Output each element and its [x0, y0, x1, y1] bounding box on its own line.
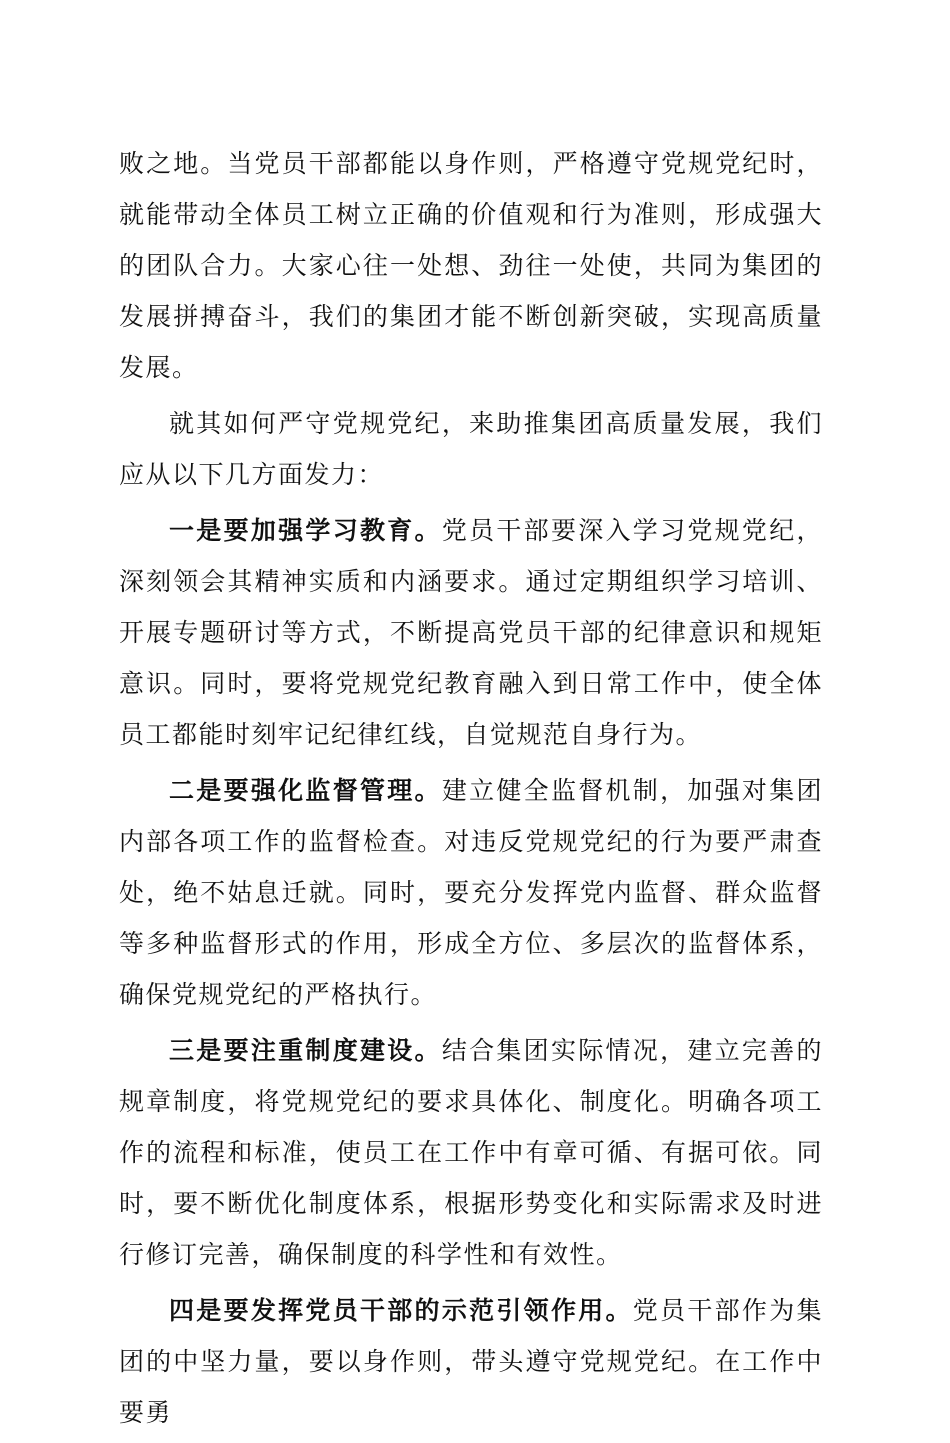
paragraph-point-one — [119, 505, 823, 760]
paragraph-heading: 四是要发挥党员干部的示范引领作用。 — [169, 1296, 633, 1325]
paragraph-text: 结合集团实际情况，建立完善的规章制度，将党规党纪的要求具体化、制度化。明确各项工作的流程和标准，使员工在工作中有章可循、有据可依。同时，要不断优化制度体系，根据形势变化和实际需求及时进行修订完善，确保制度的科学性和有效性。 — [119, 1036, 823, 1269]
paragraph-point-four — [119, 1285, 823, 1438]
document-body — [119, 138, 823, 1443]
paragraph-text: 党员干部要深入学习党规党纪，深刻领会其精神实质和内涵要求。通过定期组织学习培训、开展专题研讨等方式，不断提高党员干部的纪律意识和规矩意识。同时，要将党规党纪教育融入到日常工作中，使全体员工都能时刻牢记纪律红线，自觉规范自身行为。 — [119, 516, 823, 749]
paragraph-text: 就其如何严守党规党纪，来助推集团高质量发展，我们应从以下几方面发力： — [119, 409, 823, 489]
paragraph-point-two — [119, 765, 823, 1020]
paragraph-heading: 三是要注重制度建设。 — [169, 1036, 442, 1065]
paragraph-heading: 一是要加强学习教育。 — [169, 516, 442, 545]
paragraph-continuation — [119, 138, 823, 393]
paragraph-intro — [119, 398, 823, 500]
paragraph-text: 党员干部作为集团的中坚力量，要以身作则，带头遵守党规党纪。在工作中要勇 — [119, 1296, 823, 1427]
paragraph-point-three — [119, 1025, 823, 1280]
paragraph-text: 败之地。当党员干部都能以身作则，严格遵守党规党纪时，就能带动全体员工树立正确的价值观和行为准则，形成强大的团队合力。大家心往一处想、劲往一处使，共同为集团的发展拼搏奋斗，我们的集团才能不断创新突破，实现高质量发展。 — [119, 149, 823, 382]
paragraph-text: 建立健全监督机制，加强对集团内部各项工作的监督检查。对违反党规党纪的行为要严肃查处，绝不姑息迁就。同时，要充分发挥党内监督、群众监督等多种监督形式的作用，形成全方位、多层次的监督体系，确保党规党纪的严格执行。 — [119, 776, 823, 1009]
paragraph-heading: 二是要强化监督管理。 — [169, 776, 442, 805]
